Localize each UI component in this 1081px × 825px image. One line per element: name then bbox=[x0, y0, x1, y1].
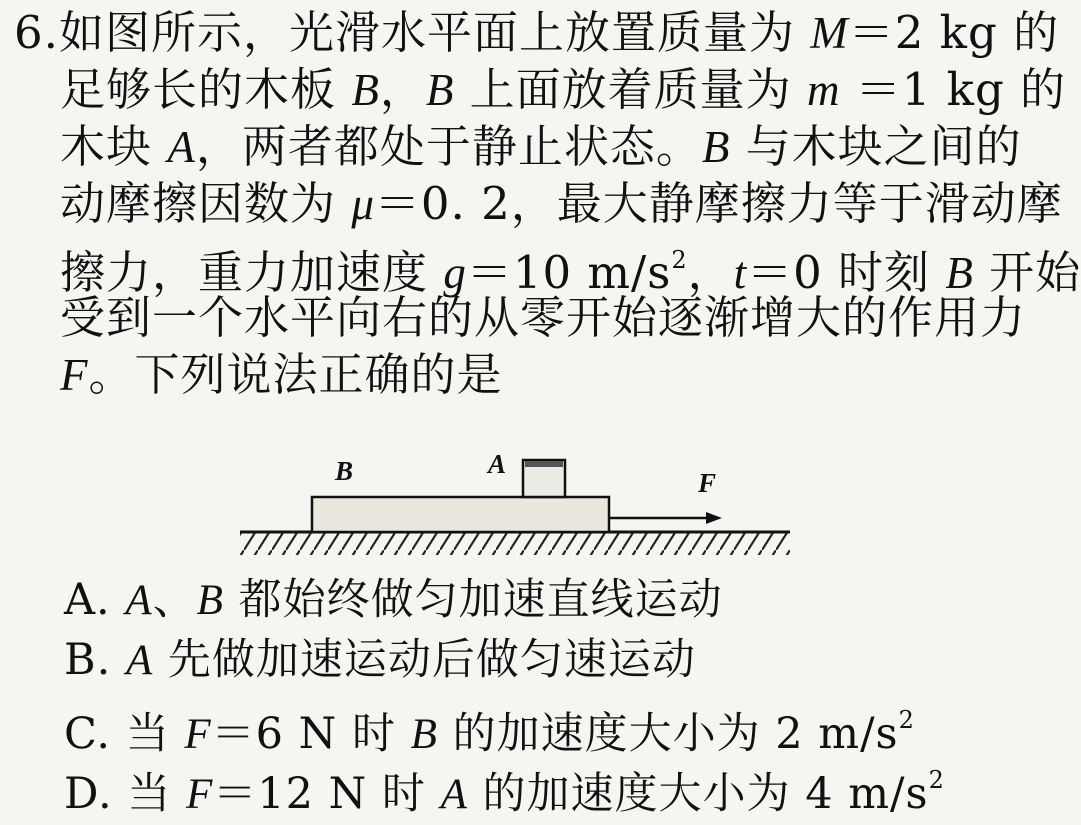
stem-text: ， bbox=[687, 246, 734, 299]
stem-text: 如图所示，光滑水平面上放置质量为 bbox=[58, 6, 811, 59]
superscript: 2 bbox=[898, 706, 915, 734]
stem-text: ， bbox=[379, 63, 426, 116]
var-B: B bbox=[425, 65, 455, 115]
option-text: ＝12 N 时 bbox=[213, 769, 441, 819]
stem-text: 与木块之间的 bbox=[730, 120, 1022, 173]
diagram-svg bbox=[230, 440, 805, 570]
stem-text: 动摩擦因数为 bbox=[60, 177, 352, 230]
stem-line-6 bbox=[14, 289, 1027, 346]
var-m: m bbox=[806, 65, 841, 115]
stem-text: 开始 bbox=[973, 246, 1081, 299]
stem-text: ＝0. 2，最大静摩擦力等于滑动摩 bbox=[374, 177, 1063, 230]
option-label: A. bbox=[64, 575, 126, 625]
stem-text: ，两者都处于静止状态。 bbox=[195, 120, 702, 173]
question-number: 6. bbox=[14, 6, 59, 59]
answer-options bbox=[64, 570, 945, 819]
stem-text: 。下列说法正确的是 bbox=[88, 348, 503, 401]
stem-text: 上面放着质量为 bbox=[454, 63, 807, 116]
option-text: 先做加速运动后做匀速运动 bbox=[153, 635, 696, 685]
question-stem bbox=[14, 4, 1081, 403]
option-A[interactable] bbox=[64, 570, 945, 630]
var-t: t bbox=[733, 248, 748, 298]
var-B: B bbox=[945, 248, 974, 298]
option-label: B. bbox=[64, 635, 126, 685]
stem-line-5 bbox=[14, 232, 1081, 299]
label-A: A bbox=[488, 449, 507, 479]
option-text: 的加速度大小为 4 m/s bbox=[467, 769, 929, 819]
physics-diagram bbox=[230, 440, 805, 570]
stem-text: 木块 bbox=[60, 120, 168, 173]
stem-text: ＝1 kg 的 bbox=[840, 63, 1067, 116]
option-text: 、 bbox=[152, 575, 197, 625]
option-text: 都始终做匀加速直线运动 bbox=[223, 575, 723, 625]
stem-text: 擦力，重力加速度 bbox=[60, 246, 444, 299]
var-F: F bbox=[185, 771, 214, 818]
superscript: 2 bbox=[928, 766, 945, 794]
var-B: B bbox=[196, 577, 224, 624]
block-A-shading bbox=[525, 461, 563, 467]
option-D[interactable] bbox=[64, 750, 945, 819]
var-B: B bbox=[701, 122, 731, 172]
stem-text: 足够长的木板 bbox=[60, 63, 352, 116]
stem-line-7 bbox=[14, 346, 1019, 403]
stem-text: 受到一个水平向右的从零开始逐渐增大的作用力 bbox=[60, 291, 1027, 344]
var-B: B bbox=[351, 65, 380, 115]
label-B: B bbox=[335, 456, 354, 486]
board-B bbox=[312, 497, 609, 532]
var-A: A bbox=[167, 122, 196, 172]
ground-hatching bbox=[240, 533, 790, 555]
var-g: g bbox=[443, 248, 467, 298]
option-label: C. 当 bbox=[64, 709, 185, 759]
var-A: A bbox=[125, 637, 154, 684]
option-C[interactable] bbox=[64, 690, 945, 759]
var-B: B bbox=[410, 711, 438, 758]
stem-text: ＝2 kg 的 bbox=[848, 6, 1060, 59]
option-label: D. 当 bbox=[64, 769, 186, 819]
stem-line-3 bbox=[14, 118, 1022, 175]
stem-line-2 bbox=[14, 61, 1067, 118]
force-arrow-head bbox=[706, 512, 722, 524]
var-F: F bbox=[184, 711, 212, 758]
option-text: 的加速度大小为 2 m/s bbox=[437, 709, 899, 759]
var-M: M bbox=[810, 8, 849, 58]
option-B[interactable] bbox=[64, 630, 945, 690]
superscript: 2 bbox=[671, 246, 688, 274]
label-F: F bbox=[698, 468, 717, 498]
var-A: A bbox=[125, 577, 153, 624]
stem-line-4 bbox=[14, 175, 1063, 232]
var-A: A bbox=[440, 771, 468, 818]
option-text: ＝6 N 时 bbox=[211, 709, 411, 759]
stem-text: ＝10 m/s bbox=[466, 246, 672, 299]
var-mu: μ bbox=[351, 179, 375, 229]
var-F: F bbox=[60, 350, 89, 400]
stem-text: ＝0 时刻 bbox=[747, 246, 946, 299]
stem-line-1 bbox=[14, 4, 1060, 61]
